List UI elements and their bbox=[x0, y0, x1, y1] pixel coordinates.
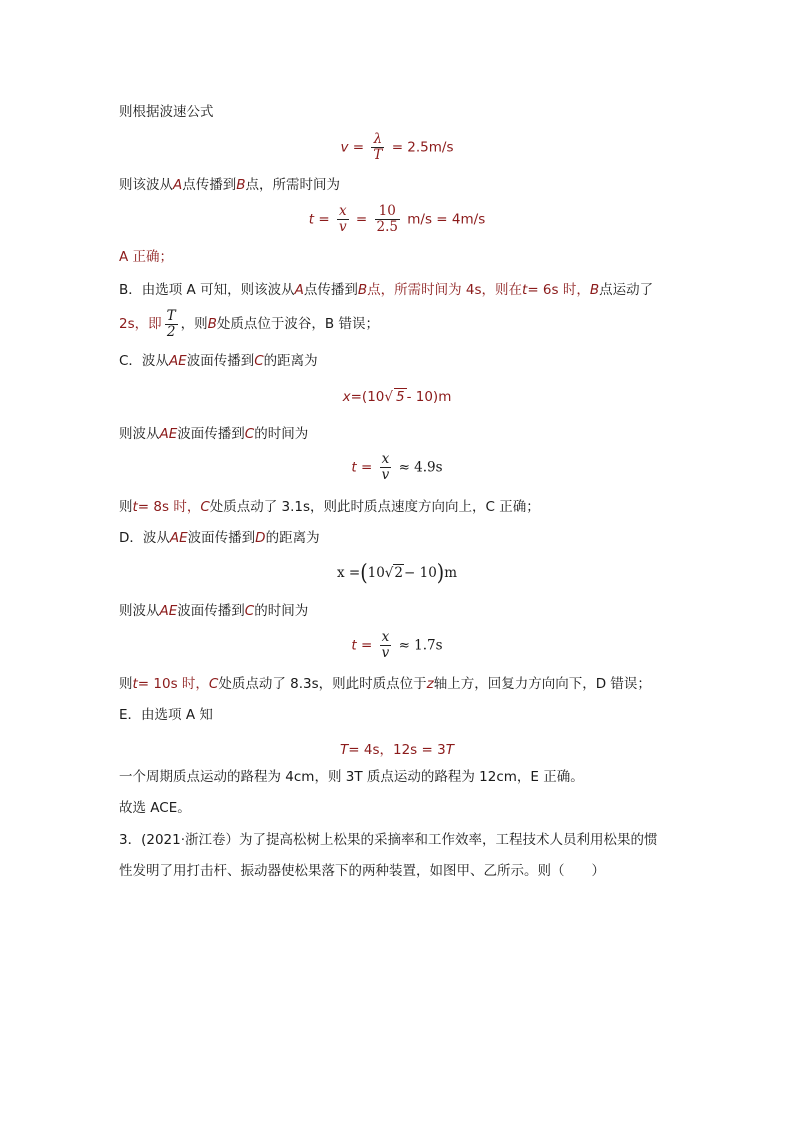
text-line: B．由选项 A 可知，则该波从A点传播到B点，所需时间为 4s，则在t= 6s 时，B点运动了 bbox=[119, 282, 654, 298]
text-line: 则波从AE波面传播到C的时间为 bbox=[119, 426, 309, 442]
text-line: 故选 ACE。 bbox=[119, 800, 191, 816]
equation-time-c: t = $\frac{x}{v}$ ≈ 4.9s bbox=[351, 451, 443, 483]
text-line: D．波从AE波面传播到D的距离为 bbox=[119, 530, 320, 546]
equation-distance-d: x =(10√2− 10)m bbox=[336, 559, 458, 587]
text-line: A 正确； bbox=[119, 249, 174, 265]
text-line: 2s，即 $\frac{T}{2}$ ，则B处质点位于波谷，B 错误； bbox=[119, 307, 379, 340]
text-line: 则该波从A点传播到B点，所需时间为 bbox=[119, 177, 341, 193]
text-line: 则t= 8s 时，C处质点动了 3.1s，则此时质点速度方向向上，C 正确； bbox=[119, 499, 540, 515]
text-line: 一个周期质点运动的路程为 4cm，则 3T 质点运动的路程为 12cm，E 正确。 bbox=[119, 769, 584, 785]
text-line: 则波从AE波面传播到C的时间为 bbox=[119, 603, 309, 619]
question-3-line1: 3．(2021·浙江卷）为了提高松树上松果的采摘率和工作效率，工程技术人员利用松果的惯 bbox=[119, 832, 658, 848]
question-3-line2: 性发明了用打击杆、振动器使松果落下的两种装置，如图甲、乙所示。则（ ） bbox=[119, 863, 605, 879]
text-line: C．波从AE波面传播到C的距离为 bbox=[119, 353, 318, 369]
text-line: 则根据波速公式 bbox=[119, 104, 214, 120]
text-line: 则t= 10s 时，C处质点动了 8.3s，则此时质点位于z轴上方，回复力方向向下，D 错误； bbox=[119, 676, 651, 692]
equation-distance-c: x=(10√ 5 - 10)m bbox=[342, 389, 452, 405]
equation-time: t = $\frac{x}{v}$ = $\frac{10}{2.5}$ m/s = 4m/s bbox=[308, 203, 486, 235]
equation-time-d: t = $\frac{x}{v}$ ≈ 1.7s bbox=[351, 629, 443, 661]
equation-wave-speed: v = $\frac{\lambda}{T}$ = 2.5m/s bbox=[340, 131, 454, 163]
equation-period: T= 4s，12s = 3T bbox=[340, 742, 454, 758]
text-line: E．由选项 A 知 bbox=[119, 707, 213, 723]
